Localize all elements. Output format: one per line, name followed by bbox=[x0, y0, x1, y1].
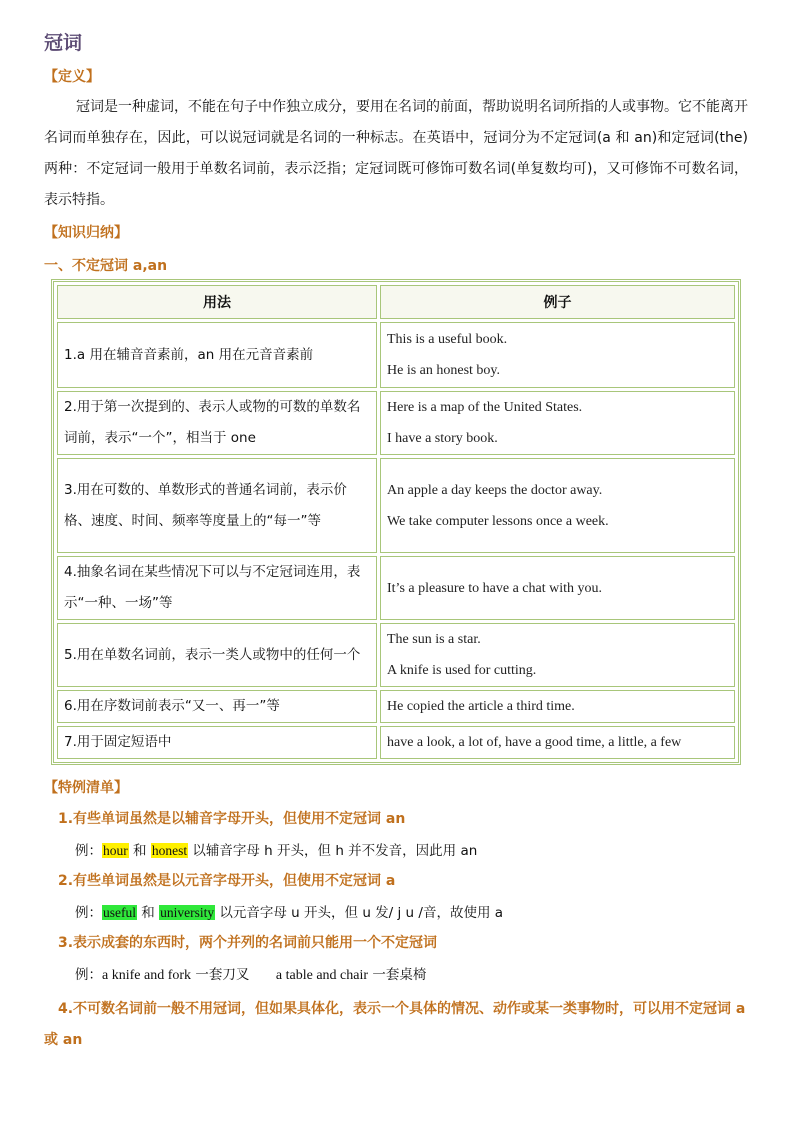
table-row bbox=[57, 726, 735, 759]
highlight-word: honest bbox=[151, 843, 188, 858]
example-line: The sun is a star. bbox=[387, 632, 481, 647]
example-cell bbox=[380, 726, 735, 759]
example-line: We take computer lessons once a week. bbox=[387, 513, 609, 529]
table-row bbox=[57, 556, 735, 620]
example-cell bbox=[380, 322, 735, 388]
usage-table bbox=[51, 279, 741, 765]
example-cell bbox=[380, 391, 735, 455]
usage-cell: 5.用在单数名词前，表示一类人或物中的任何一个 bbox=[57, 623, 377, 687]
table-row bbox=[57, 623, 735, 687]
table-header-row bbox=[57, 285, 735, 319]
special-item2-example bbox=[75, 901, 503, 921]
example-cell bbox=[380, 623, 735, 687]
section1-heading: 一、不定冠词 a,an bbox=[44, 258, 168, 274]
example-line: have a look, a lot of, have a good time, a little, a few bbox=[387, 735, 682, 750]
table-row bbox=[57, 391, 735, 455]
special-item4-title: 4.不可数名词前一般不用冠词，但如果具体化，表示一个具体的情况、动作或某一类事物时，可以用不定冠词 a 或 an bbox=[44, 1001, 746, 1048]
example-cell bbox=[380, 458, 735, 553]
example-line: This is a useful book. bbox=[387, 332, 508, 347]
example-prefix: 例： bbox=[75, 905, 102, 921]
usage-cell: 1.a 用在辅音音素前，an 用在元音音素前 bbox=[57, 322, 377, 388]
example-line: I have a story book. bbox=[387, 431, 498, 446]
example-line: Here is a map of the United States. bbox=[387, 400, 583, 415]
example-line: He is an honest boy. bbox=[387, 363, 501, 378]
summary-heading: 【知识归纳】 bbox=[44, 225, 128, 241]
special-item1-title: 1.有些单词虽然是以辅音字母开头，但使用不定冠词 an bbox=[58, 811, 406, 827]
highlight-word: useful bbox=[103, 905, 136, 920]
highlight-word: hour bbox=[103, 843, 128, 858]
special-item3-example bbox=[75, 963, 426, 984]
example-cell bbox=[380, 690, 735, 723]
example-line: It’s a pleasure to have a chat with you. bbox=[387, 580, 602, 596]
explanation-text: 以辅音字母 h 开头，但 h 并不发音，因此用 an bbox=[192, 843, 478, 859]
table-row bbox=[57, 458, 735, 553]
and-text: 和 bbox=[141, 905, 155, 921]
example-line: An apple a day keeps the doctor away. bbox=[387, 482, 603, 498]
highlight-word: university bbox=[160, 905, 215, 920]
meaning-text: 一套刀叉 bbox=[195, 967, 250, 983]
usage-cell: 7.用于固定短语中 bbox=[57, 726, 377, 759]
definition-heading: 【定义】 bbox=[44, 69, 100, 85]
meaning-text: 一套桌椅 bbox=[372, 967, 427, 983]
phrase-text: a knife and fork bbox=[102, 968, 192, 983]
special-item1-example bbox=[75, 839, 477, 859]
special-item2-title: 2.有些单词虽然是以元音字母开头，但使用不定冠词 a bbox=[58, 873, 396, 889]
usage-cell: 3.用在可数的、单数形式的普通名词前，表示价格、速度、时间、频率等度量上的“每一”等 bbox=[57, 458, 377, 553]
header-example: 例子 bbox=[380, 285, 735, 319]
usage-cell: 6.用在序数词前表示“又一、再一”等 bbox=[57, 690, 377, 723]
page-title: 冠词 bbox=[44, 32, 83, 54]
table-row bbox=[57, 690, 735, 723]
example-prefix: 例： bbox=[75, 967, 102, 983]
usage-cell: 4.抽象名词在某些情况下可以与不定冠词连用，表示“一种、一场”等 bbox=[57, 556, 377, 620]
usage-cell: 2.用于第一次提到的、表示人或物的可数的单数名词前，表示“一个”，相当于 one bbox=[57, 391, 377, 455]
definition-paragraph bbox=[44, 92, 748, 216]
example-line: He copied the article a third time. bbox=[387, 699, 575, 714]
example-prefix: 例： bbox=[75, 843, 102, 859]
phrase-text: a table and chair bbox=[275, 968, 369, 983]
special-heading: 【特例清单】 bbox=[44, 780, 128, 796]
header-usage: 用法 bbox=[57, 285, 377, 319]
special-item3-title: 3.表示成套的东西时，两个并列的名词前只能用一个不定冠词 bbox=[58, 935, 438, 951]
explanation-text: 以元音字母 u 开头，但 u 发/ j u /音，故使用 a bbox=[219, 905, 504, 921]
and-text: 和 bbox=[133, 843, 147, 859]
example-cell bbox=[380, 556, 735, 620]
table-row bbox=[57, 322, 735, 388]
example-line: A knife is used for cutting. bbox=[387, 663, 537, 678]
definition-text: 冠词是一种虚词，不能在句子中作独立成分，要用在名词的前面，帮助说明名词所指的人或事物。它不能离开名词而单独存在，因此，可以说冠词就是名词的一种标志。在英语中，冠词分为不定冠词(a 和 an)和定冠词(the) 两种：不定冠词一般用于单数名词前，表示泛指；定冠词既可修饰可数名词(单复数均可)，又可修饰不可数名词，表示特指。 bbox=[44, 99, 748, 208]
